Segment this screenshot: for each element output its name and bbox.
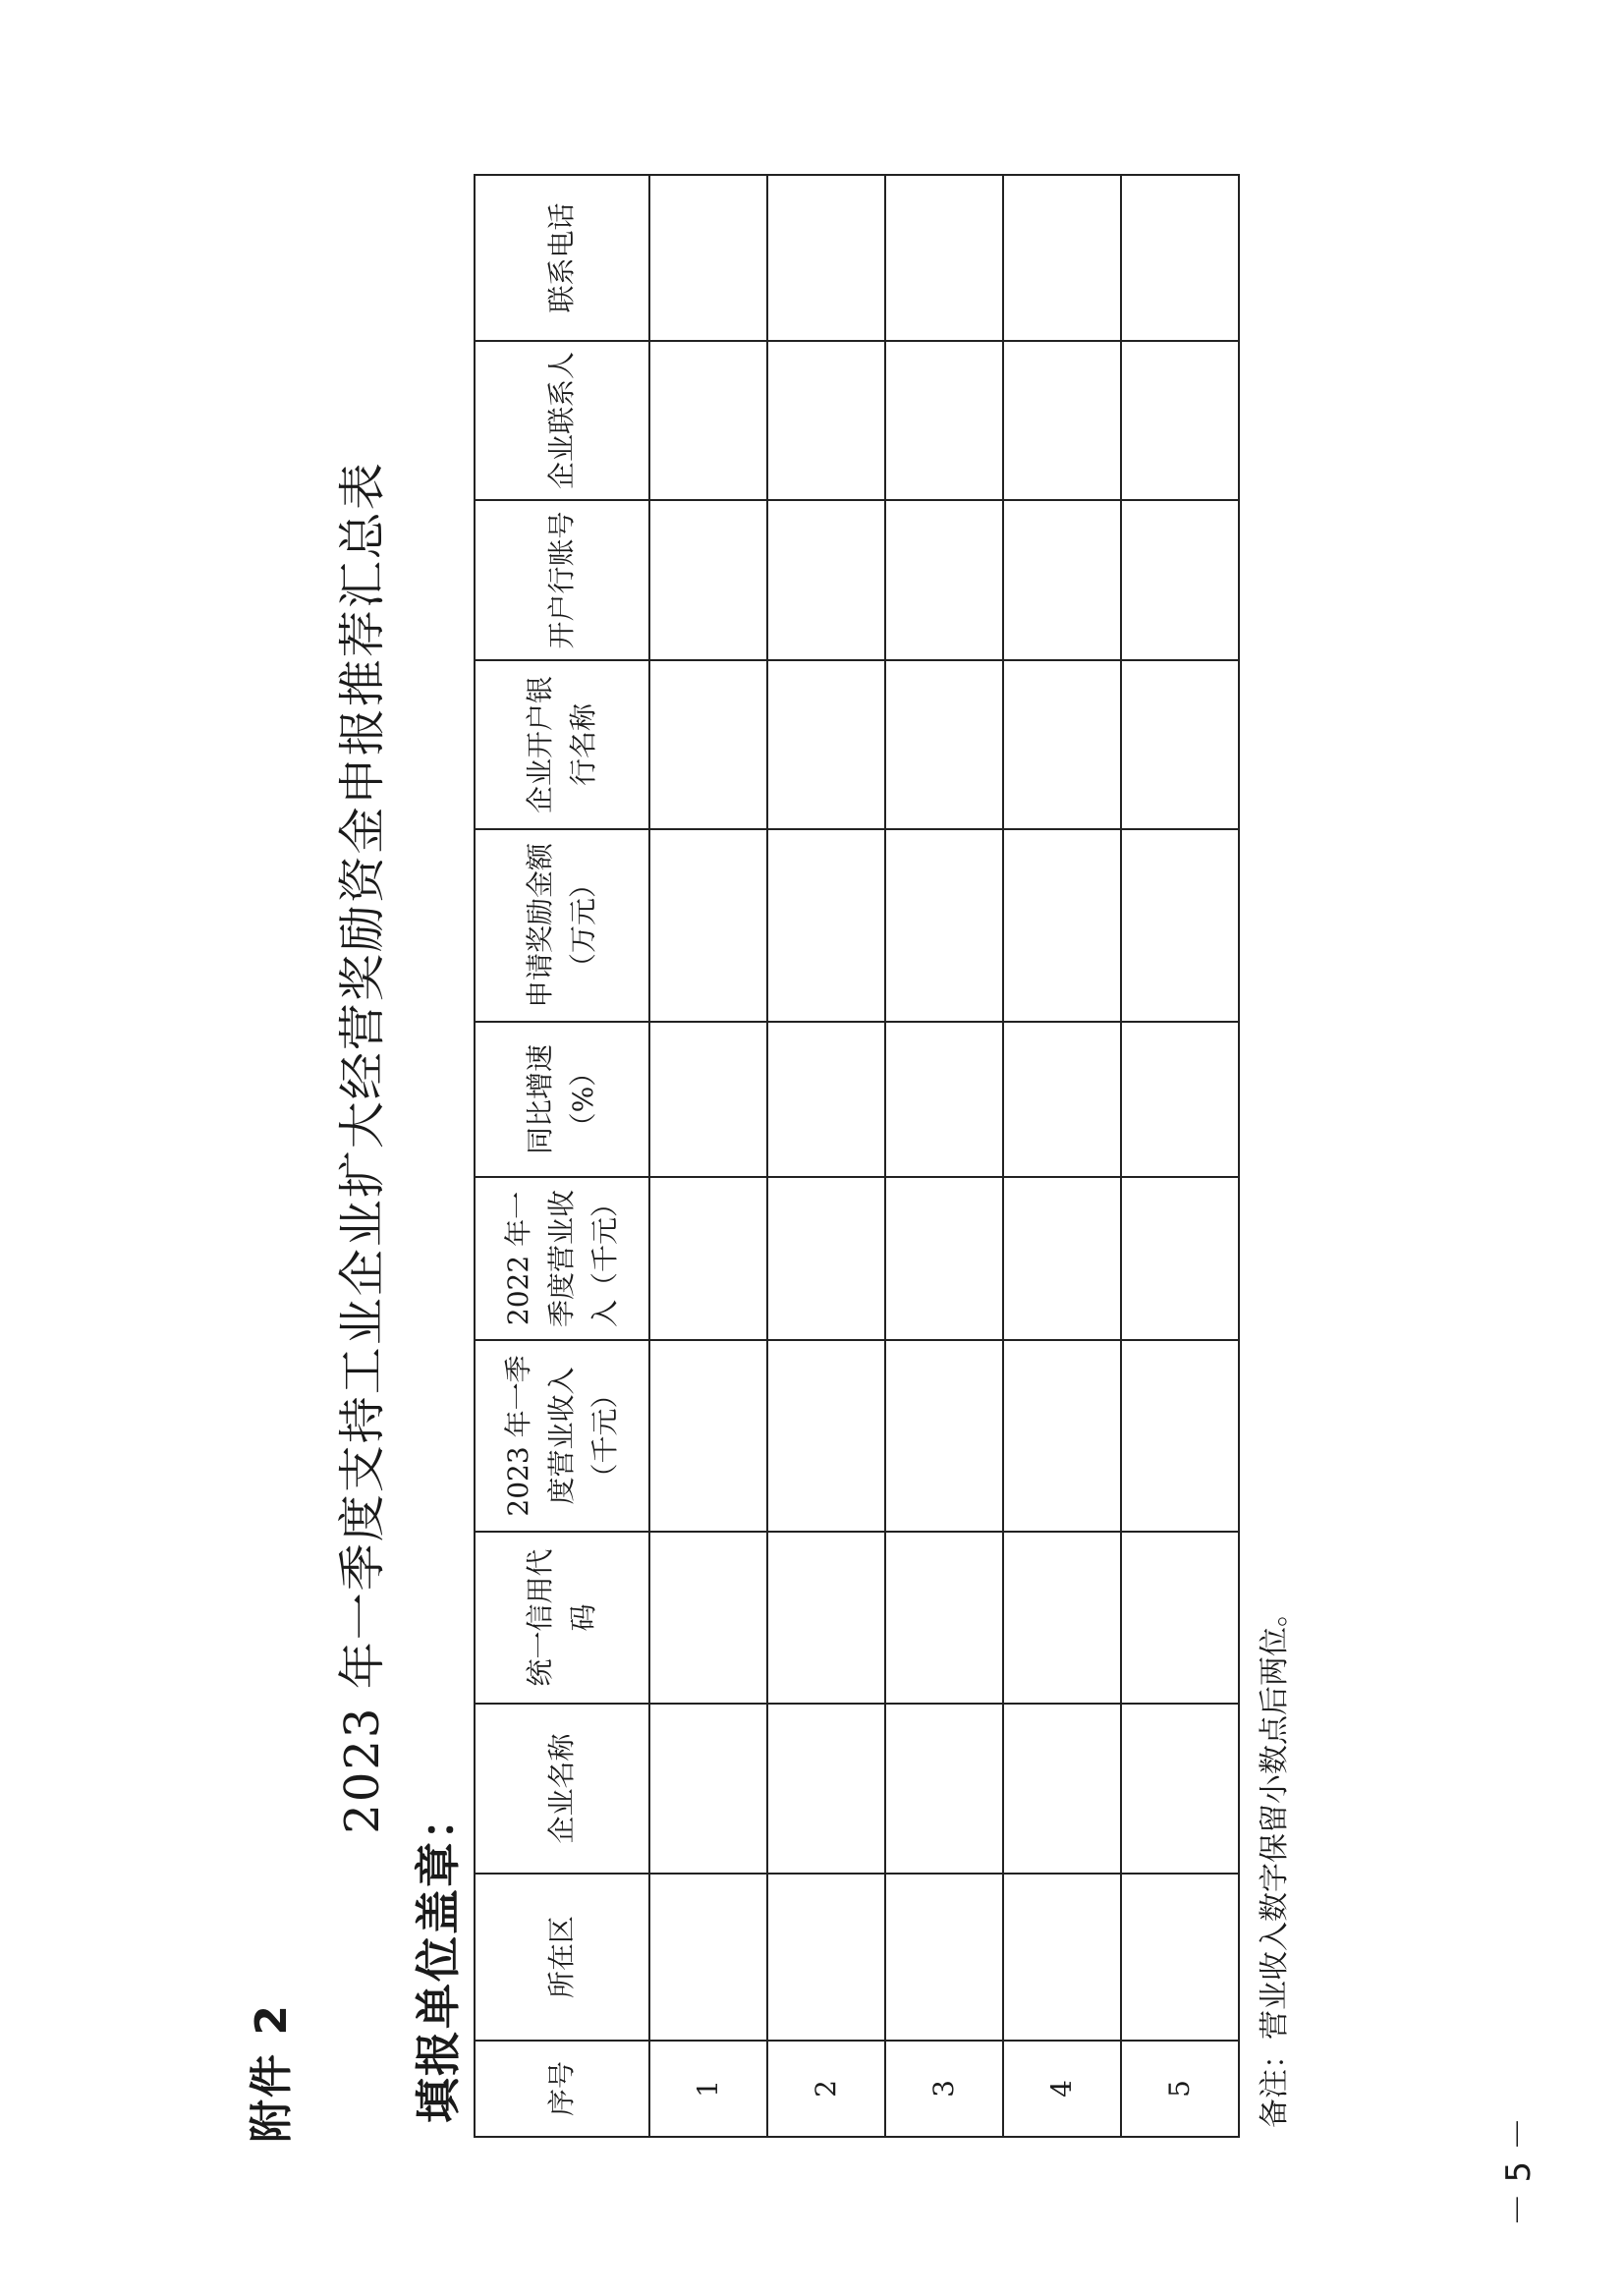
table-row	[1121, 175, 1239, 2137]
header-cell: 序号	[475, 2041, 649, 2137]
table-row	[649, 175, 767, 2137]
table-cell	[1121, 1340, 1239, 1532]
table-cell	[1003, 175, 1121, 341]
table-cell	[649, 1874, 767, 2041]
document-title: 2023 年一季度支持工业企业扩大经营奖励资金申报推荐汇总表	[335, 461, 390, 1834]
table-row	[767, 175, 885, 2137]
table-cell	[649, 1177, 767, 1340]
attachment-label: 附件 2	[247, 2003, 297, 2143]
table-cell	[649, 1704, 767, 1874]
table-cell	[649, 341, 767, 500]
table-cell	[1003, 829, 1121, 1022]
table-cell	[767, 1022, 885, 1177]
page-number: － 5 －	[1499, 2117, 1539, 2227]
table-cell	[885, 1177, 1003, 1340]
table-cell	[1003, 500, 1121, 660]
header-cell: 企业联系人	[475, 341, 649, 500]
table-cell	[649, 660, 767, 829]
header-cell: 2022 年一季度营业收入（千元）	[475, 1177, 649, 1340]
header-cell: 开户行账号	[475, 500, 649, 660]
table-cell	[767, 1177, 885, 1340]
table-cell	[1003, 1704, 1121, 1874]
table-cell	[1003, 1532, 1121, 1704]
table-cell	[885, 1340, 1003, 1532]
table-cell	[649, 1022, 767, 1177]
table-cell	[649, 1340, 767, 1532]
table-cell	[767, 500, 885, 660]
row-number-cell: 2	[767, 2041, 885, 2137]
table-cell	[885, 660, 1003, 829]
table-cell	[1121, 660, 1239, 829]
header-cell: 企业开户银行名称	[475, 660, 649, 829]
table-cell	[1121, 1177, 1239, 1340]
table-cell	[649, 1532, 767, 1704]
table-cell	[1003, 1022, 1121, 1177]
header-cell: 同比增速（%）	[475, 1022, 649, 1177]
table-cell	[767, 341, 885, 500]
table-cell	[767, 829, 885, 1022]
header-cell: 申请奖励金额（万元）	[475, 829, 649, 1022]
table-cell	[767, 1340, 885, 1532]
table-cell	[1121, 1532, 1239, 1704]
table-cell	[885, 1704, 1003, 1874]
header-cell: 联系电话	[475, 175, 649, 341]
header-cell: 2023 年一季度营业收入（千元）	[475, 1340, 649, 1532]
table-cell	[885, 829, 1003, 1022]
table-cell	[649, 829, 767, 1022]
table-cell	[885, 1022, 1003, 1177]
table-cell	[1003, 341, 1121, 500]
summary-table	[474, 174, 1240, 2138]
seal-label: 填报单位盖章：	[412, 1793, 465, 2123]
row-number-cell: 5	[1121, 2041, 1239, 2137]
table-cell	[1121, 1874, 1239, 2041]
table-cell	[1121, 341, 1239, 500]
table-cell	[1121, 1704, 1239, 1874]
table-cell	[1121, 500, 1239, 660]
table-cell	[649, 500, 767, 660]
table-cell	[885, 175, 1003, 341]
table-cell	[885, 500, 1003, 660]
table-cell	[767, 1704, 885, 1874]
table-cell	[767, 175, 885, 341]
row-number-cell: 1	[649, 2041, 767, 2137]
footnote: 备注：营业收入数字保留小数点后两位。	[1258, 1597, 1292, 2128]
table-cell	[1003, 1340, 1121, 1532]
table-cell	[885, 1532, 1003, 1704]
table-cell	[1003, 1177, 1121, 1340]
table-row	[1003, 175, 1121, 2137]
table-cell	[767, 1532, 885, 1704]
table-cell	[649, 175, 767, 341]
table-cell	[885, 341, 1003, 500]
table-cell	[1121, 829, 1239, 1022]
row-number-cell: 3	[885, 2041, 1003, 2137]
table-header-row	[475, 175, 649, 2137]
table-cell	[767, 1874, 885, 2041]
table-cell	[1003, 1874, 1121, 2041]
table-cell	[1003, 660, 1121, 829]
table-cell	[767, 660, 885, 829]
table-cell	[885, 1874, 1003, 2041]
table-cell	[1121, 175, 1239, 341]
header-cell: 所在区	[475, 1874, 649, 2041]
header-cell: 统一信用代码	[475, 1532, 649, 1704]
header-cell: 企业名称	[475, 1704, 649, 1874]
table-row	[885, 175, 1003, 2137]
table-cell	[1121, 1022, 1239, 1177]
row-number-cell: 4	[1003, 2041, 1121, 2137]
